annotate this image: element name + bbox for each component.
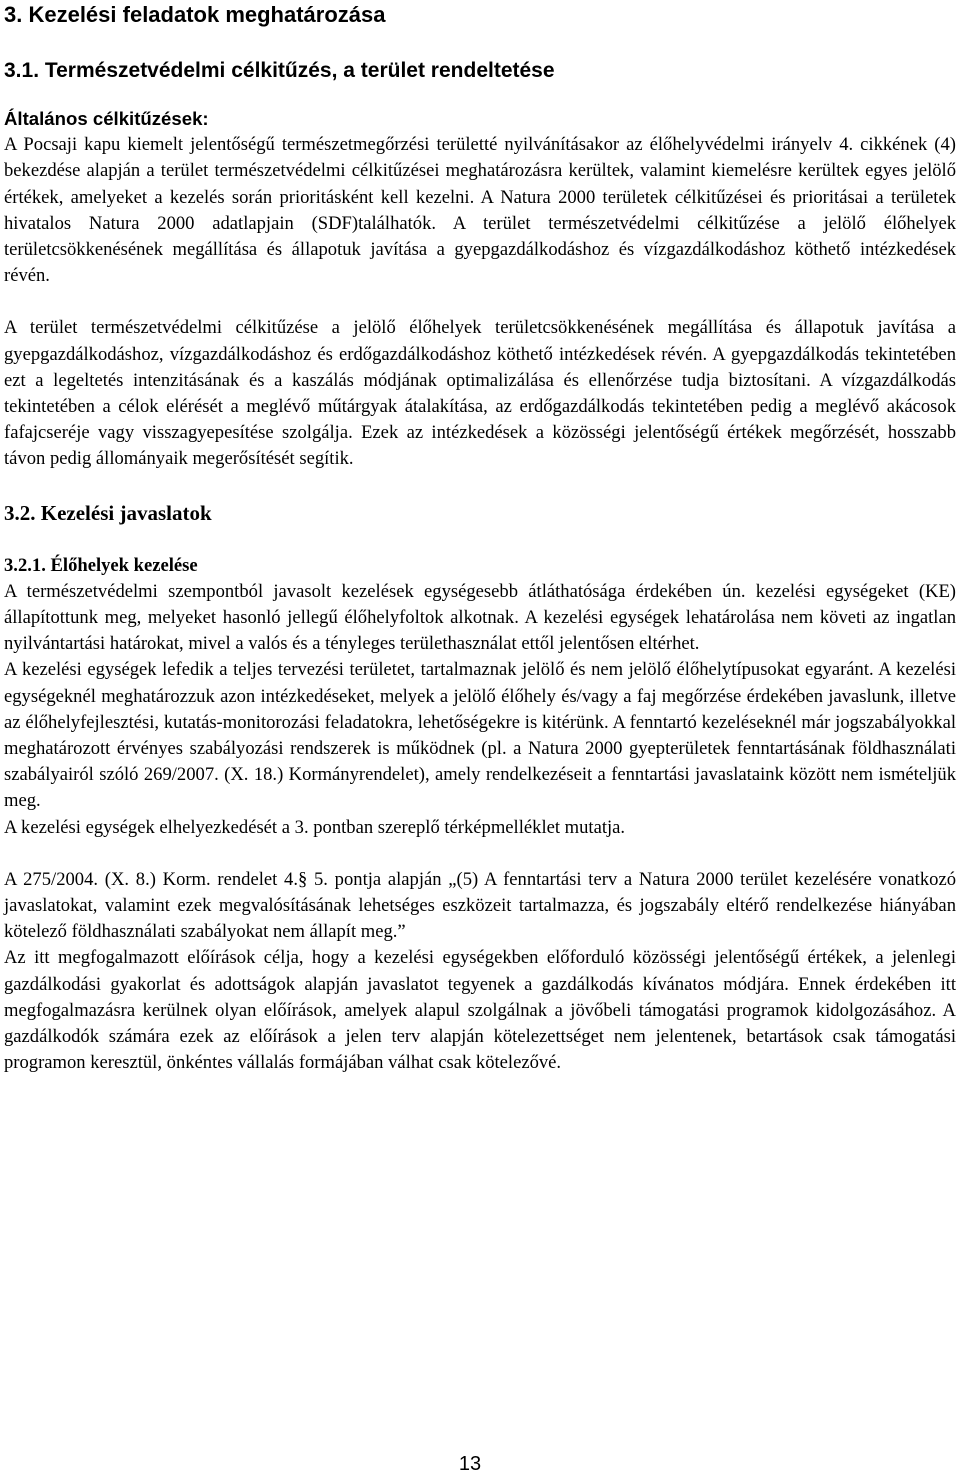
paragraph-goals-detail: A terület természetvédelmi célkitűzése a jelölő élőhelyek területcsökkenésének megállítása és állapotuk javítása a gyepgazdálkodáshoz, vízgazdálkodáshoz és erdőgazdálkodáshoz köthető intézkedések révén. A gyepgazdálkodás tekintetében ezt a legeltetés intenzitásának és a kaszálás módjának optimalizálása és ellenőrzése tudja biztosítani. A vízgazdálkodás tekintetében a célok elérését a meglévő műtárgyak átalakítása, az erdőgazdálkodás tekintetében pedig a meglévő akácosok fafajcseréje vagy visszagyepesítése szolgálja. Ezek az intézkedések a közösségi jelentőségű értékek megőrzését, hosszabb távon pedig állományaik megerősítését segítik. <box>4 317 956 470</box>
chapter-heading: 3. Kezelési feladatok meghatározása <box>4 2 386 27</box>
section-3-2-1-title: Élőhelyek kezelése <box>50 554 198 576</box>
section-3-1-body <box>4 106 956 1077</box>
paragraph-decree-quote: A 275/2004. (X. 8.) Korm. rendelet 4.§ 5. pontja alapján „(5) A fenntartási terv a Natura 2000 terület kezelésére vonatkozó javaslatokat, valamint ezek megvalósításának lehetséges eszközeit tartalmazza, és jogszabály eltérő rendelkezése hiányában kötelező földhasználati szabályokat nem állapít meg.” <box>4 868 956 943</box>
paragraph-spacer <box>4 289 956 315</box>
section-3-2-1-number: 3.2.1. <box>4 554 46 576</box>
paragraph-management-units: A természetvédelmi szempontból javasolt kezelések egységesebb átláthatósága érdekében ún. kezelési egységeket (KE) állapítottunk meg, melyeket hasonló jellegű élőhelyfoltok alkotnak. A kezelési egységek lehatárolása nem követi az ingatlan nyilvántartási határokat, mivel a valós és a tényleges területhasználat ettől jelentősen eltérhet. <box>4 580 956 655</box>
paragraph-spacer <box>4 841 956 867</box>
paragraph-goals-intro: A Pocsaji kapu kiemelt jelentőségű természetmegőrzési területté nyilvánításakor az élőhelyvédelmi irányelv 4. cikkének (4) bekezdése alapján a terület természetvédelmi célkitűzései meghatározásra kerültek, valamint kiemelésre kerültek egyes jelölő értékek, amelyeket a kezelés során prioritásként kell kezelni. A Natura 2000 területek célkitűzései és prioritásai a területek hivatalos Natura 2000 adatlapjain (SDF)találhatók. A terület természetvédelmi célkitűzése a jelölő élőhelyek területcsökkenésének megállítása és állapotuk javítása a gyepgazdálkodáshoz és vízgazdálkodáshoz köthető intézkedések révén. <box>4 134 956 287</box>
paragraph-spacer <box>4 527 956 553</box>
paragraph-spacer <box>4 473 956 499</box>
paragraph-map-reference: A kezelési egységek elhelyezkedését a 3. pontban szereplő térképmelléklet mutatja. <box>4 816 626 838</box>
page-number: 13 <box>458 1453 482 1475</box>
general-goals-heading: Általános célkitűzések: <box>4 108 209 129</box>
paragraph-prescriptions: Az itt megfogalmazott előírások célja, hogy a kezelési egységekben előforduló közösségi jelentőségű értékek, a jelenlegi gazdálkodási gyakorlat és adottságok alapján javaslatot tegyenek a gazdálkodás kívánatos módjára. Ennek érdekében itt megfogalmazásra kerülnek olyan előírások, amelyek alapul szolgálnak a jövőbeli támogatási programok kidolgozásához. A gazdálkodók számára ezek az előírások a jelen terv alapján kötelezettséget nem jelentenek, betartások csak támogatási programon keresztül, önkéntes vállalás formájában válhat csak kötelezővé. <box>4 947 956 1074</box>
section-3-2-1-heading <box>4 553 956 579</box>
paragraph-management-coverage: A kezelési egységek lefedik a teljes tervezési területet, tartalmaznak jelölő és nem jelölő élőhelytípusokat egyaránt. A kezelési egységeknél meghatározzuk azon intézkedéseket, melyek a jelölő élőhely és/vagy a faj megőrzése érdekében javaslunk, illetve az élőhelyfejlesztési, kutatás-monitorozási feladatokra, lehetőségekre is kitérünk. A fenntartó kezeléseknél már jogszabályokkal meghatározott érvényes szabályozási rendszerek is működnek (pl. a Natura 2000 gyepterületek fenntartásának földhasználati szabályairól szóló 269/2007. (X. 18.) Kormányrendelet), amely rendelkezéseit a fenntartási javaslataink között nem ismételjük meg. <box>4 659 956 812</box>
section-3-1-heading: 3.1. Természetvédelmi célkitűzés, a terület rendeltetése <box>4 59 555 82</box>
section-3-2-heading: 3.2. Kezelési javaslatok <box>4 500 212 525</box>
